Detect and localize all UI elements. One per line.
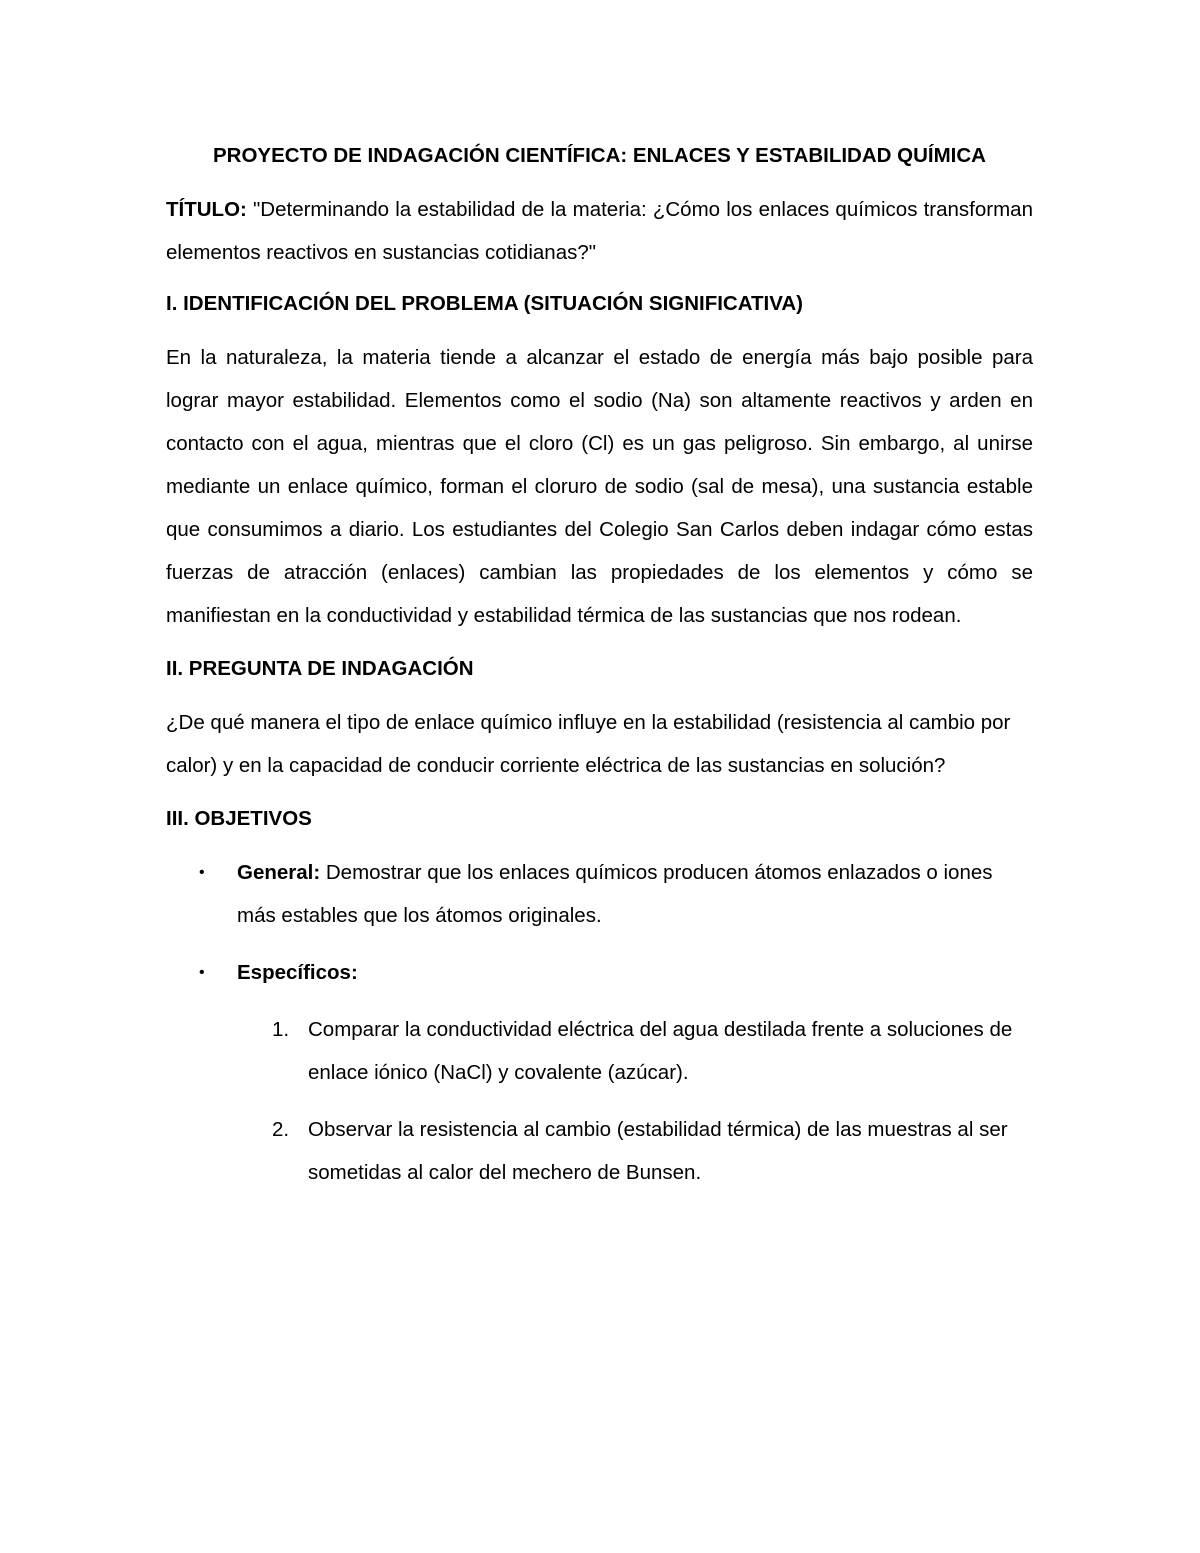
objective-general-text: Demostrar que los enlaces químicos producen átomos enlazados o iones más estables que los átomos originales.: [237, 861, 993, 927]
specific-objective-item: [237, 1008, 1033, 1094]
section-heading-objectives: III. OBJETIVOS: [166, 807, 312, 830]
section-heading-problem: I. IDENTIFICACIÓN DEL PROBLEMA (SITUACIÓN SIGNIFICATIVA): [166, 292, 804, 315]
objectives-list: [166, 851, 1033, 1194]
title-paragraph: [166, 188, 1033, 274]
title-text: "Determinando la estabilidad de la materia: ¿Cómo los enlaces químicos transforman elementos reactivos en sustancias cotidianas?": [166, 198, 1033, 264]
section-body-question: ¿De qué manera el tipo de enlace químico influye en la estabilidad (resistencia al cambio por calor) y en la capacidad de conducir corriente eléctrica de las sustancias en solución?: [166, 711, 1011, 777]
section-body-problem: En la naturaleza, la materia tiende a alcanzar el estado de energía más bajo posible para lograr mayor estabilidad. Elementos como el sodio (Na) son altamente reactivos y arden en contacto con el agua, mientras que el cloro (Cl) es un gas peligroso. Sin embargo, al unirse mediante un enlace químico, forman el cloruro de sodio (sal de mesa), una sustancia estable que consumimos a diario. Los estudiantes del Colegio San Carlos deben indagar cómo estas fuerzas de atracción (enlaces) cambian las propiedades de los elementos y cómo se manifiestan en la conductividad y estabilidad térmica de las sustancias que nos rodean.: [166, 346, 1033, 627]
objective-general-label: General:: [237, 861, 321, 884]
specific-objective-text: Observar la resistencia al cambio (estabilidad térmica) de las muestras al ser sometidas al calor del mechero de Bunsen.: [308, 1118, 1008, 1184]
bullet-icon: •: [199, 964, 205, 981]
specific-objective-item: [237, 1108, 1033, 1194]
specific-objective-number: 2.: [272, 1118, 290, 1141]
specific-objectives-list: [237, 1008, 1033, 1194]
specific-objective-text: Comparar la conductividad eléctrica del agua destilada frente a soluciones de enlace iónico (NaCl) y covalente (azúcar).: [308, 1018, 1013, 1084]
objective-specific-label: Específicos:: [237, 961, 358, 984]
objective-general: [166, 851, 1033, 937]
document-page: [166, 140, 1033, 1208]
title-label: TÍTULO:: [166, 198, 247, 221]
specific-objective-number: 1.: [272, 1018, 290, 1041]
section-heading-question: II. PREGUNTA DE INDAGACIÓN: [166, 657, 474, 680]
objective-specific: [166, 951, 1033, 1194]
bullet-icon: •: [199, 864, 205, 881]
document-title: PROYECTO DE INDAGACIÓN CIENTÍFICA: ENLACES Y ESTABILIDAD QUÍMICA: [213, 144, 986, 167]
